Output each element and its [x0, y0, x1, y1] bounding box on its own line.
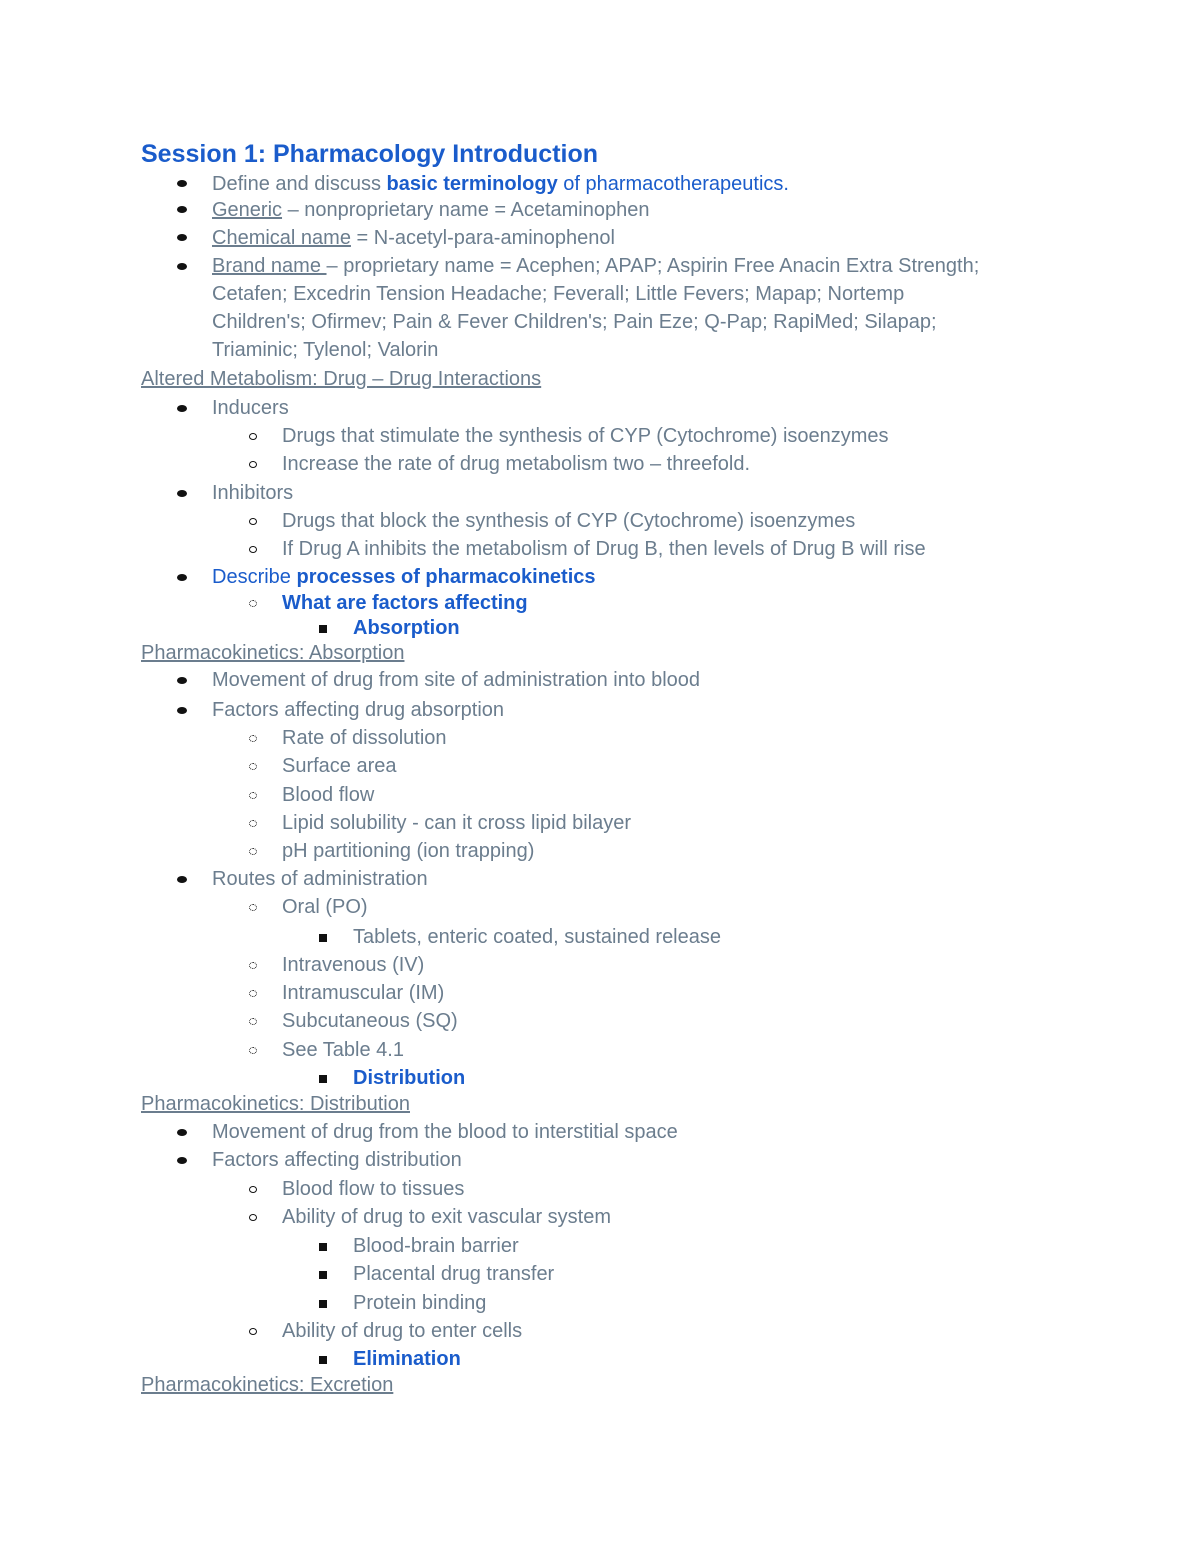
- circle-bullet-icon: [249, 1186, 257, 1193]
- bullet-icon: [177, 490, 187, 497]
- list-item: [212, 170, 789, 198]
- list-item: Elimination: [353, 1348, 461, 1370]
- emphasis-text: processes of pharmacokinetics: [296, 566, 596, 588]
- list-item: Blood flow to tissues: [282, 1178, 465, 1200]
- circle-bullet-icon: [249, 518, 257, 525]
- bullet-icon: [177, 263, 187, 270]
- bullet-icon: [177, 707, 187, 714]
- bullet-icon: [177, 1157, 187, 1164]
- emphasis-text: basic terminology: [386, 173, 558, 195]
- list-item: If Drug A inhibits the metabolism of Drug B, then levels of Drug B will rise: [282, 538, 926, 560]
- section-heading-distribution[interactable]: Pharmacokinetics: Distribution: [141, 1093, 410, 1115]
- bullet-icon: [177, 1129, 187, 1136]
- term-label: Generic: [212, 199, 283, 221]
- bullet-icon: [177, 677, 187, 684]
- list-item: Subcutaneous (SQ): [282, 1010, 458, 1032]
- page-title: Session 1: Pharmacology Introduction: [141, 140, 599, 168]
- list-item: Blood flow: [282, 784, 375, 806]
- list-item: See Table 4.1: [282, 1039, 404, 1061]
- list-item-text: of pharmacotherapeutics.: [557, 173, 789, 195]
- list-item: Tablets, enteric coated, sustained release: [353, 926, 721, 948]
- list-item: [212, 196, 650, 224]
- list-item: Factors affecting drug absorption: [212, 699, 505, 721]
- dotted-circle-bullet-icon: [249, 763, 257, 770]
- list-item: Inducers: [212, 397, 289, 419]
- list-item: Movement of drug from the blood to interstitial space: [212, 1121, 678, 1143]
- list-item: Drugs that block the synthesis of CYP (Cytochrome) isoenzymes: [282, 510, 856, 532]
- list-item-text: Describe: [212, 566, 297, 588]
- square-bullet-icon: [319, 934, 327, 942]
- list-item: Ability of drug to exit vascular system: [282, 1206, 612, 1228]
- list-item: Rate of dissolution: [282, 727, 447, 749]
- list-item: Ability of drug to enter cells: [282, 1320, 523, 1342]
- list-item-text: – proprietary name = Acephen; APAP; Aspirin Free Anacin Extra Strength;: [326, 255, 980, 277]
- square-bullet-icon: [319, 1243, 327, 1251]
- dotted-circle-bullet-icon: [249, 1018, 257, 1025]
- square-bullet-icon: [319, 1356, 327, 1364]
- dotted-circle-bullet-icon: [249, 904, 257, 911]
- list-item: Inhibitors: [212, 482, 294, 504]
- dotted-circle-bullet-icon: [249, 962, 257, 969]
- circle-bullet-icon: [249, 1328, 257, 1335]
- list-item: Increase the rate of drug metabolism two – threefold.: [282, 453, 751, 475]
- circle-bullet-icon: [249, 546, 257, 553]
- list-item: Protein binding: [353, 1292, 487, 1314]
- list-item: Routes of administration: [212, 868, 428, 890]
- section-heading-altered-metabolism[interactable]: Altered Metabolism: Drug – Drug Interactions: [141, 368, 542, 390]
- term-label: Brand name: [212, 255, 327, 277]
- square-bullet-icon: [319, 1300, 327, 1308]
- bullet-icon: [177, 180, 187, 187]
- dotted-circle-bullet-icon: [249, 820, 257, 827]
- dotted-circle-bullet-icon: [249, 848, 257, 855]
- list-item: Movement of drug from site of administration into blood: [212, 669, 701, 691]
- square-bullet-icon: [319, 1271, 327, 1279]
- circle-bullet-icon: [249, 433, 257, 440]
- section-heading-excretion[interactable]: Pharmacokinetics: Excretion: [141, 1374, 394, 1396]
- circle-bullet-icon: [249, 1214, 257, 1221]
- list-item: Drugs that stimulate the synthesis of CYP (Cytochrome) isoenzymes: [282, 425, 889, 447]
- circle-bullet-icon: [249, 461, 257, 468]
- list-item-continuation: Triaminic; Tylenol; Valorin: [212, 339, 439, 361]
- list-item: Factors affecting distribution: [212, 1149, 462, 1171]
- dotted-circle-bullet-icon: [249, 792, 257, 799]
- list-item: What are factors affecting: [282, 592, 528, 614]
- bullet-icon: [177, 405, 187, 412]
- dotted-circle-bullet-icon: [249, 1047, 257, 1054]
- list-item: pH partitioning (ion trapping): [282, 840, 535, 862]
- list-item-continuation: Children's; Ofirmev; Pain & Fever Children's; Pain Eze; Q-Pap; RapiMed; Silapap;: [212, 311, 937, 333]
- square-bullet-icon: [319, 625, 327, 633]
- section-heading-absorption[interactable]: Pharmacokinetics: Absorption: [141, 642, 405, 664]
- list-item-text: = N-acetyl-para-aminophenol: [350, 227, 615, 249]
- list-item-continuation: Cetafen; Excedrin Tension Headache; Feverall; Little Fevers; Mapap; Nortemp: [212, 283, 905, 305]
- list-item: Absorption: [353, 617, 460, 639]
- bullet-icon: [177, 574, 187, 581]
- dotted-circle-bullet-icon: [249, 735, 257, 742]
- bullet-icon: [177, 234, 187, 241]
- list-item: Lipid solubility - can it cross lipid bilayer: [282, 812, 632, 834]
- bullet-icon: [177, 876, 187, 883]
- square-bullet-icon: [319, 1075, 327, 1083]
- list-item: Blood-brain barrier: [353, 1235, 519, 1257]
- list-item: Intramuscular (IM): [282, 982, 445, 1004]
- list-item: Surface area: [282, 755, 397, 777]
- dotted-circle-bullet-icon: [249, 990, 257, 997]
- list-item: [212, 563, 596, 591]
- list-item: Oral (PO): [282, 896, 368, 918]
- dotted-circle-bullet-icon: [249, 600, 257, 607]
- list-item: Placental drug transfer: [353, 1263, 555, 1285]
- list-item-text: – nonproprietary name = Acetaminophen: [282, 199, 650, 221]
- list-item-text: Define and discuss: [212, 173, 387, 195]
- list-item: Distribution: [353, 1067, 466, 1089]
- bullet-icon: [177, 206, 187, 213]
- list-item: Intravenous (IV): [282, 954, 425, 976]
- list-item: [212, 252, 979, 280]
- list-item: [212, 224, 615, 252]
- term-label: Chemical name: [212, 227, 351, 249]
